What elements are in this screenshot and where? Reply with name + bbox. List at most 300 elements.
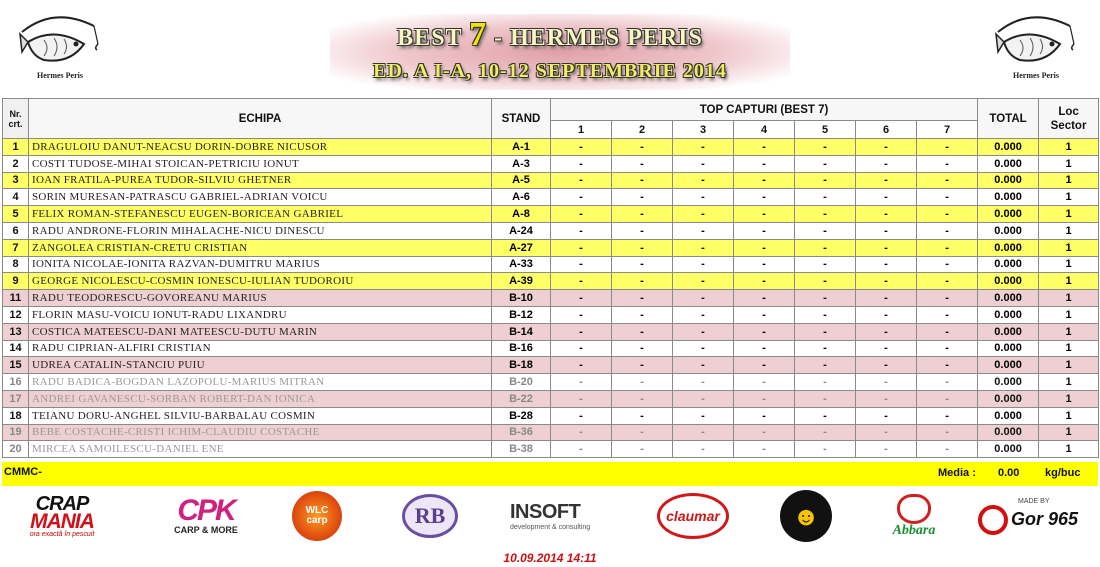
row-catch-2: - <box>612 189 673 206</box>
row-catch-2: - <box>612 407 673 424</box>
row-team: MIRCEA SAMOILESCU-DANIEL ENE <box>29 441 492 458</box>
row-catch-6: - <box>856 206 917 223</box>
page-subtitle: ED. A I-A, 10-12 SEPTEMBRIE 2014 <box>373 60 727 82</box>
table-row <box>3 189 1099 206</box>
row-nr: 14 <box>3 340 29 357</box>
header-catch-4: 4 <box>734 121 795 139</box>
row-catch-5: - <box>795 374 856 391</box>
row-stand: A-33 <box>492 256 551 273</box>
wlc-burst-icon <box>292 491 342 541</box>
row-loc-sector: 1 <box>1039 273 1099 290</box>
row-catch-3: - <box>673 256 734 273</box>
row-loc-sector: 1 <box>1039 172 1099 189</box>
row-nr: 19 <box>3 424 29 441</box>
table-row <box>3 273 1099 290</box>
row-total: 0.000 <box>978 323 1039 340</box>
row-total: 0.000 <box>978 407 1039 424</box>
row-total: 0.000 <box>978 357 1039 374</box>
row-nr: 12 <box>3 306 29 323</box>
row-catch-4: - <box>734 239 795 256</box>
row-catch-7: - <box>917 323 978 340</box>
header-stand: STAND <box>492 99 551 139</box>
row-catch-7: - <box>917 273 978 290</box>
row-nr: 6 <box>3 222 29 239</box>
row-catch-1: - <box>551 340 612 357</box>
row-catch-3: - <box>673 222 734 239</box>
row-loc-sector: 1 <box>1039 306 1099 323</box>
row-catch-4: - <box>734 374 795 391</box>
table-row <box>3 172 1099 189</box>
gor-made-by: MADE BY <box>1018 497 1050 505</box>
row-catch-2: - <box>612 172 673 189</box>
row-catch-5: - <box>795 155 856 172</box>
row-nr: 7 <box>3 239 29 256</box>
table-row <box>3 139 1099 156</box>
row-catch-4: - <box>734 407 795 424</box>
row-catch-4: - <box>734 273 795 290</box>
row-catch-5: - <box>795 206 856 223</box>
row-total: 0.000 <box>978 273 1039 290</box>
row-stand: B-28 <box>492 407 551 424</box>
media-value: 0.00 <box>998 467 1020 479</box>
wlc-line2: carp <box>306 515 328 526</box>
media-label: Media : <box>938 467 976 479</box>
row-catch-1: - <box>551 424 612 441</box>
row-nr: 5 <box>3 206 29 223</box>
row-catch-6: - <box>856 290 917 307</box>
row-stand: A-39 <box>492 273 551 290</box>
row-nr: 16 <box>3 374 29 391</box>
row-catch-1: - <box>551 390 612 407</box>
row-catch-1: - <box>551 407 612 424</box>
row-catch-2: - <box>612 239 673 256</box>
logo-caption: Hermes Peris <box>37 71 83 80</box>
row-stand: B-20 <box>492 374 551 391</box>
row-nr: 18 <box>3 407 29 424</box>
row-team: BEBE COSTACHE-CRISTI ICHIM-CLAUDIU COSTACHE <box>29 424 492 441</box>
row-catch-1: - <box>551 189 612 206</box>
row-catch-5: - <box>795 323 856 340</box>
row-catch-6: - <box>856 407 917 424</box>
row-catch-2: - <box>612 306 673 323</box>
row-catch-2: - <box>612 139 673 156</box>
row-team: DRAGULOIU DANUT-NEACSU DORIN-DOBRE NICUSOR <box>29 139 492 156</box>
cpk-logo[interactable] <box>160 490 252 542</box>
row-stand: B-16 <box>492 340 551 357</box>
table-row <box>3 424 1099 441</box>
apple-icon <box>897 494 931 524</box>
header-team: ECHIPA <box>29 99 492 139</box>
row-nr: 8 <box>3 256 29 273</box>
row-catch-6: - <box>856 273 917 290</box>
row-catch-2: - <box>612 273 673 290</box>
row-catch-1: - <box>551 290 612 307</box>
header-catch-2: 2 <box>612 121 673 139</box>
row-catch-4: - <box>734 139 795 156</box>
row-catch-4: - <box>734 424 795 441</box>
row-team: FELIX ROMAN-STEFANESCU EUGEN-BORICEAN GABRIEL <box>29 206 492 223</box>
row-catch-6: - <box>856 441 917 458</box>
title-number: 7 <box>469 16 488 53</box>
row-loc-sector: 1 <box>1039 256 1099 273</box>
row-catch-4: - <box>734 155 795 172</box>
row-catch-2: - <box>612 390 673 407</box>
table-row <box>3 222 1099 239</box>
header-catch-1: 1 <box>551 121 612 139</box>
row-catch-4: - <box>734 441 795 458</box>
row-total: 0.000 <box>978 340 1039 357</box>
row-catch-6: - <box>856 340 917 357</box>
row-catch-7: - <box>917 357 978 374</box>
row-catch-5: - <box>795 357 856 374</box>
row-catch-7: - <box>917 256 978 273</box>
row-catch-5: - <box>795 222 856 239</box>
row-loc-sector: 1 <box>1039 290 1099 307</box>
row-total: 0.000 <box>978 239 1039 256</box>
row-team: FLORIN MASU-VOICU IONUT-RADU LIXANDRU <box>29 306 492 323</box>
row-team: ANDREI GAVANESCU-SORBAN ROBERT-DAN IONICA <box>29 390 492 407</box>
row-team: COSTICA MATEESCU-DANI MATEESCU-DUTU MARIN <box>29 323 492 340</box>
gor-name: Gor 965 <box>1011 509 1079 529</box>
header-catch-5: 5 <box>795 121 856 139</box>
insoft-tagline: development & consulting <box>510 524 591 531</box>
row-team: IOAN FRATILA-PUREA TUDOR-SILVIU GHETNER <box>29 172 492 189</box>
rb-logo[interactable] <box>400 490 460 542</box>
row-catch-2: - <box>612 340 673 357</box>
logo-caption: Hermes Peris <box>1013 71 1059 80</box>
row-catch-2: - <box>612 155 673 172</box>
row-catch-3: - <box>673 424 734 441</box>
row-stand: B-36 <box>492 424 551 441</box>
table-row <box>3 239 1099 256</box>
row-stand: B-38 <box>492 441 551 458</box>
row-catch-4: - <box>734 290 795 307</box>
crapmania-tagline: ora exactă în pescuit <box>29 530 95 538</box>
row-catch-4: - <box>734 206 795 223</box>
row-catch-3: - <box>673 290 734 307</box>
row-catch-5: - <box>795 256 856 273</box>
row-catch-7: - <box>917 390 978 407</box>
header-nr: Nr. crt. <box>3 99 29 139</box>
row-catch-1: - <box>551 239 612 256</box>
row-nr: 20 <box>3 441 29 458</box>
table-row <box>3 407 1099 424</box>
row-catch-1: - <box>551 374 612 391</box>
claumar-logo[interactable] <box>655 490 731 542</box>
table-row <box>3 357 1099 374</box>
row-catch-7: - <box>917 290 978 307</box>
row-catch-5: - <box>795 290 856 307</box>
row-catch-1: - <box>551 139 612 156</box>
row-catch-2: - <box>612 374 673 391</box>
title-suffix: - HERMES PERIS <box>494 25 703 51</box>
row-loc-sector: 1 <box>1039 323 1099 340</box>
table-row <box>3 206 1099 223</box>
row-team: IONITA NICOLAE-IONITA RAZVAN-DUMITRU MARIUS <box>29 256 492 273</box>
row-stand: B-22 <box>492 390 551 407</box>
header <box>0 0 1100 102</box>
row-team: RADU BADICA-BOGDAN LAZOPOLU-MARIUS MITRAN <box>29 374 492 391</box>
row-catch-3: - <box>673 441 734 458</box>
table-row <box>3 256 1099 273</box>
row-catch-5: - <box>795 390 856 407</box>
row-catch-6: - <box>856 256 917 273</box>
table-row <box>3 306 1099 323</box>
header-total: TOTAL <box>978 99 1039 139</box>
row-catch-7: - <box>917 407 978 424</box>
row-catch-2: - <box>612 441 673 458</box>
row-catch-6: - <box>856 424 917 441</box>
row-catch-2: - <box>612 424 673 441</box>
row-catch-7: - <box>917 424 978 441</box>
row-catch-7: - <box>917 172 978 189</box>
row-catch-5: - <box>795 189 856 206</box>
row-team: ZANGOLEA CRISTIAN-CRETU CRISTIAN <box>29 239 492 256</box>
row-catch-3: - <box>673 206 734 223</box>
header-catch-7: 7 <box>917 121 978 139</box>
row-loc-sector: 1 <box>1039 441 1099 458</box>
row-catch-4: - <box>734 340 795 357</box>
claumar-name: claumar <box>657 493 729 539</box>
row-catch-7: - <box>917 239 978 256</box>
wlc-line1: WLC <box>305 505 329 516</box>
row-catch-3: - <box>673 189 734 206</box>
results-table <box>2 98 1099 458</box>
abbara-logo[interactable] <box>878 490 950 542</box>
header-catch-3: 3 <box>673 121 734 139</box>
row-catch-4: - <box>734 172 795 189</box>
table-row <box>3 155 1099 172</box>
row-catch-1: - <box>551 172 612 189</box>
row-catch-3: - <box>673 323 734 340</box>
row-catch-6: - <box>856 390 917 407</box>
table-row <box>3 441 1099 458</box>
row-nr: 15 <box>3 357 29 374</box>
wlc-carp-logo[interactable] <box>290 490 344 542</box>
row-catch-7: - <box>917 374 978 391</box>
row-catch-5: - <box>795 441 856 458</box>
row-team: RADU TEODORESCU-GOVOREANU MARIUS <box>29 290 492 307</box>
table-row <box>3 323 1099 340</box>
row-stand: A-24 <box>492 222 551 239</box>
row-catch-1: - <box>551 256 612 273</box>
hermes-peris-logo-right <box>990 4 1082 92</box>
row-nr: 17 <box>3 390 29 407</box>
timestamp: 10.09.2014 14:11 <box>503 551 597 565</box>
row-loc-sector: 1 <box>1039 139 1099 156</box>
row-catch-6: - <box>856 189 917 206</box>
row-catch-3: - <box>673 357 734 374</box>
row-total: 0.000 <box>978 374 1039 391</box>
row-nr: 4 <box>3 189 29 206</box>
row-catch-4: - <box>734 222 795 239</box>
row-nr: 2 <box>3 155 29 172</box>
abbara-name: Abbara <box>892 523 936 538</box>
crapmania-logo[interactable] <box>8 490 116 542</box>
gor965-logo[interactable] <box>978 490 1094 542</box>
row-catch-6: - <box>856 323 917 340</box>
page-title <box>0 16 1100 54</box>
row-catch-7: - <box>917 139 978 156</box>
row-catch-6: - <box>856 139 917 156</box>
row-total: 0.000 <box>978 290 1039 307</box>
row-loc-sector: 1 <box>1039 206 1099 223</box>
row-catch-6: - <box>856 374 917 391</box>
row-catch-3: - <box>673 239 734 256</box>
row-loc-sector: 1 <box>1039 155 1099 172</box>
row-stand: A-3 <box>492 155 551 172</box>
row-catch-6: - <box>856 357 917 374</box>
row-loc-sector: 1 <box>1039 340 1099 357</box>
row-team: RADU ANDRONE-FLORIN MIHALACHE-NICU DINESCU <box>29 222 492 239</box>
rb-mark: RB <box>402 494 458 538</box>
cpk-sub: CARP & MORE <box>174 525 238 535</box>
row-nr: 9 <box>3 273 29 290</box>
row-total: 0.000 <box>978 441 1039 458</box>
row-catch-3: - <box>673 139 734 156</box>
header-loc-sector: Loc Sector <box>1039 99 1099 139</box>
header-catch-6: 6 <box>856 121 917 139</box>
cmmc-label: CMMC- <box>4 466 42 478</box>
row-stand: B-10 <box>492 290 551 307</box>
row-catch-3: - <box>673 155 734 172</box>
row-catch-6: - <box>856 222 917 239</box>
row-total: 0.000 <box>978 155 1039 172</box>
row-loc-sector: 1 <box>1039 357 1099 374</box>
row-team: RADU CIPRIAN-ALFIRI CRISTIAN <box>29 340 492 357</box>
row-catch-2: - <box>612 206 673 223</box>
row-catch-2: - <box>612 222 673 239</box>
row-catch-5: - <box>795 407 856 424</box>
crapmania-line2: MANIA <box>30 509 94 533</box>
row-catch-7: - <box>917 189 978 206</box>
row-catch-1: - <box>551 441 612 458</box>
row-stand: A-5 <box>492 172 551 189</box>
row-catch-5: - <box>795 139 856 156</box>
row-stand: A-6 <box>492 189 551 206</box>
row-loc-sector: 1 <box>1039 407 1099 424</box>
row-team: UDREA CATALIN-STANCIU PUIU <box>29 357 492 374</box>
row-catch-3: - <box>673 374 734 391</box>
cpk-mark: CPK <box>177 494 235 527</box>
row-nr: 3 <box>3 172 29 189</box>
row-total: 0.000 <box>978 222 1039 239</box>
row-loc-sector: 1 <box>1039 424 1099 441</box>
row-catch-1: - <box>551 306 612 323</box>
row-catch-1: - <box>551 323 612 340</box>
row-stand: B-14 <box>492 323 551 340</box>
row-loc-sector: 1 <box>1039 189 1099 206</box>
row-team: TEIANU DORU-ANGHEL SILVIU-BARBALAU COSMIN <box>29 407 492 424</box>
row-catch-2: - <box>612 256 673 273</box>
insoft-name: INSOFT <box>510 501 581 523</box>
row-catch-7: - <box>917 206 978 223</box>
row-total: 0.000 <box>978 172 1039 189</box>
row-catch-3: - <box>673 390 734 407</box>
row-catch-4: - <box>734 256 795 273</box>
row-total: 0.000 <box>978 139 1039 156</box>
title-prefix: BEST <box>397 25 463 51</box>
row-catch-2: - <box>612 290 673 307</box>
table-row <box>3 390 1099 407</box>
row-catch-4: - <box>734 323 795 340</box>
row-team: COSTI TUDOSE-MIHAI STOICAN-PETRICIU IONUT <box>29 155 492 172</box>
monkey-logo[interactable] <box>778 490 834 542</box>
row-catch-4: - <box>734 306 795 323</box>
insoft-logo[interactable] <box>510 490 630 542</box>
row-catch-5: - <box>795 172 856 189</box>
row-catch-1: - <box>551 273 612 290</box>
row-total: 0.000 <box>978 206 1039 223</box>
row-catch-4: - <box>734 390 795 407</box>
row-loc-sector: 1 <box>1039 374 1099 391</box>
row-loc-sector: 1 <box>1039 222 1099 239</box>
row-stand: A-27 <box>492 239 551 256</box>
table-row <box>3 290 1099 307</box>
gor-circle-icon <box>978 505 1008 535</box>
table-row <box>3 340 1099 357</box>
media-unit: kg/buc <box>1045 467 1081 479</box>
row-catch-6: - <box>856 172 917 189</box>
row-catch-3: - <box>673 340 734 357</box>
row-catch-4: - <box>734 357 795 374</box>
row-catch-6: - <box>856 306 917 323</box>
table-row <box>3 374 1099 391</box>
row-catch-7: - <box>917 441 978 458</box>
row-total: 0.000 <box>978 424 1039 441</box>
row-catch-5: - <box>795 239 856 256</box>
row-team: GEORGE NICOLESCU-COSMIN IONESCU-IULIAN TUDOROIU <box>29 273 492 290</box>
gor-row <box>978 505 1078 535</box>
row-catch-1: - <box>551 155 612 172</box>
row-catch-2: - <box>612 323 673 340</box>
row-stand: A-8 <box>492 206 551 223</box>
row-catch-6: - <box>856 155 917 172</box>
media-bar <box>2 462 1098 486</box>
row-catch-7: - <box>917 340 978 357</box>
row-catch-6: - <box>856 239 917 256</box>
row-catch-5: - <box>795 306 856 323</box>
row-catch-1: - <box>551 222 612 239</box>
row-total: 0.000 <box>978 189 1039 206</box>
results-body <box>3 139 1099 458</box>
row-catch-7: - <box>917 306 978 323</box>
row-catch-3: - <box>673 273 734 290</box>
row-catch-2: - <box>612 357 673 374</box>
row-nr: 1 <box>3 139 29 156</box>
row-catch-7: - <box>917 155 978 172</box>
row-stand: B-18 <box>492 357 551 374</box>
row-catch-4: - <box>734 189 795 206</box>
row-team: SORIN MURESAN-PATRASCU GABRIEL-ADRIAN VOICU <box>29 189 492 206</box>
row-catch-1: - <box>551 206 612 223</box>
row-catch-3: - <box>673 172 734 189</box>
row-loc-sector: 1 <box>1039 390 1099 407</box>
row-catch-7: - <box>917 222 978 239</box>
row-total: 0.000 <box>978 390 1039 407</box>
row-catch-1: - <box>551 357 612 374</box>
row-catch-3: - <box>673 407 734 424</box>
row-stand: A-1 <box>492 139 551 156</box>
row-nr: 13 <box>3 323 29 340</box>
row-total: 0.000 <box>978 306 1039 323</box>
row-nr: 11 <box>3 290 29 307</box>
row-total: 0.000 <box>978 256 1039 273</box>
sponsor-strip <box>0 488 1100 546</box>
row-stand: B-12 <box>492 306 551 323</box>
row-catch-5: - <box>795 340 856 357</box>
monkey-face-icon: ☻ <box>780 490 832 542</box>
